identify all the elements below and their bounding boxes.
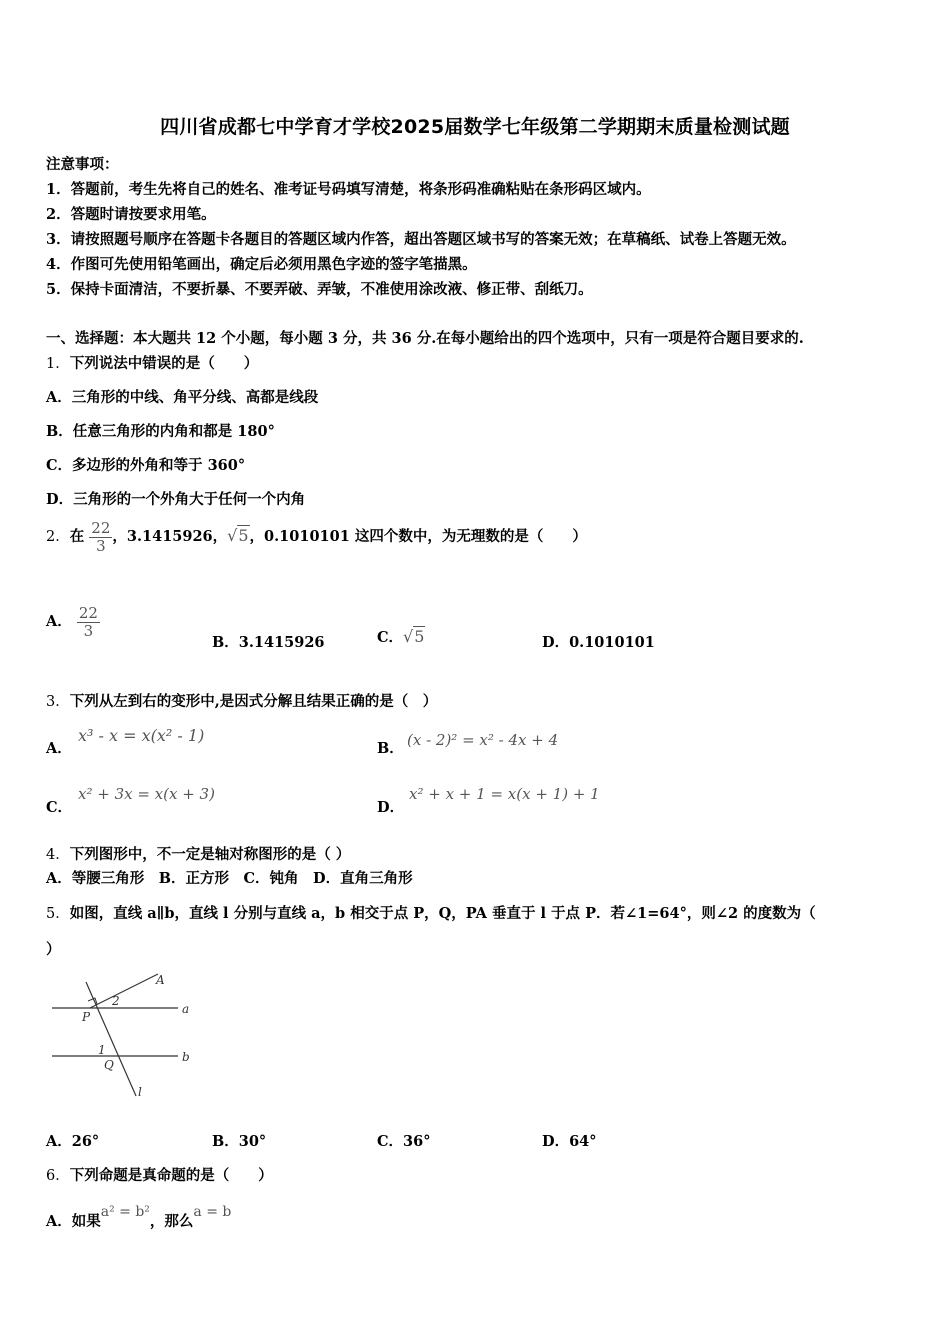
question-number: 6．: [46, 1168, 70, 1184]
q5-option-a: A．26°: [46, 1133, 100, 1150]
question-number: 3．: [46, 694, 70, 710]
q3-option-c-label: C．: [46, 799, 73, 816]
q1-option-d: D．三角形的一个外角大于任何一个内角: [46, 491, 306, 508]
page-title: 四川省成都七中学育才学校2025届数学七年级第二学期期末质量检测试题: [160, 116, 790, 138]
q3-option-d-expr: x² + x + 1 = x(x + 1) + 1: [409, 785, 600, 803]
label-P: P: [82, 1010, 91, 1024]
label-A: A: [156, 973, 165, 987]
question-5: [46, 902, 816, 923]
notice-item: 5．保持卡面清洁，不要折暴、不要弄破、弄皱，不准使用涂改液、修正带、刮纸刀。: [46, 281, 593, 298]
question-4: [46, 843, 350, 864]
question-number: 4．: [46, 847, 70, 863]
label-Q: Q: [104, 1058, 114, 1072]
q2-post: ，0.1010101 这四个数中，为无理数的是（ ）: [249, 528, 587, 545]
q1-option-b: B．任意三角形的内角和都是 180°: [46, 423, 275, 440]
question-1: [46, 352, 258, 373]
q2-pre: 在: [69, 528, 85, 545]
question-stem: 下列说法中错误的是（ ）: [69, 355, 259, 372]
question-3: [46, 690, 437, 711]
sqrt-5: √5: [227, 526, 249, 545]
label-a: a: [182, 1002, 190, 1016]
question-6: [46, 1164, 273, 1185]
q5-option-d: D．64°: [542, 1133, 597, 1150]
q3-option-b-expr: (x - 2)² = x² - 4x + 4: [407, 731, 559, 749]
q5-option-b: B．30°: [212, 1133, 267, 1150]
question-2: [46, 520, 587, 554]
ray-pa: [90, 974, 158, 1008]
notice-item: 1．答题前，考生先将自己的姓名、准考证号码填写清楚，将条形码准确粘贴在条形码区域内。: [46, 181, 651, 198]
q3-option-c-expr: x² + 3x = x(x + 3): [78, 785, 215, 803]
q3-option-a-label: A．: [46, 740, 72, 757]
question-stem: 下列从左到右的变形中,是因式分解且结果正确的是（ ）: [69, 693, 438, 710]
label-2: 2: [112, 994, 120, 1008]
question-number: 1．: [46, 356, 70, 372]
sqrt-5: √5: [403, 627, 425, 646]
parallel-lines-figure: [46, 968, 206, 1103]
q3-option-d-label: D．: [377, 799, 405, 816]
notice-item: 2．答题时请按要求用笔。: [46, 206, 216, 223]
question-number: 2．: [46, 529, 70, 545]
notice-heading: 注意事项：: [46, 156, 119, 173]
q3-option-a-expr: x³ - x = x(x² - 1): [78, 726, 205, 745]
question-5-continued: ）: [46, 941, 61, 958]
q2-option-b: B．3.1415926: [212, 634, 325, 651]
label-l: l: [138, 1085, 142, 1099]
notice-item: 4．作图可先使用铅笔画出，确定后必须用黑色字迹的签字笔描黑。: [46, 256, 477, 273]
q6-option-a: A．如果a² = b²，那么a = b: [46, 1204, 232, 1230]
q1-option-c: C．多边形的外角和等于 360°: [46, 457, 246, 474]
question-stem: 下列图形中，不一定是轴对称图形的是（ ）: [69, 846, 351, 863]
q2-option-d: D．0.1010101: [542, 634, 655, 651]
fraction-22-3: $\frac{22}{3}$: [91, 519, 111, 555]
q2-option-a: A． $\frac{22}{3}$: [46, 604, 98, 640]
label-1: 1: [98, 1043, 106, 1057]
section-heading: 一、选择题：本大题共 12 个小题，每小题 3 分，共 36 分.在每小题给出的四个选项中，只有一项是符合题目要求的.: [46, 330, 804, 347]
q2-option-c: C．√5: [377, 627, 425, 646]
fraction-22-3: $\frac{22}{3}$: [78, 604, 98, 640]
q1-option-a: A．三角形的中线、角平分线、高都是线段: [46, 389, 319, 406]
label-b: b: [182, 1050, 190, 1064]
q6-expr-2: a = b: [193, 1204, 232, 1220]
question-number: 5．: [46, 906, 70, 922]
question-stem: 如图，直线 a∥b，直线 l 分别与直线 a，b 相交于点 P，Q，PA 垂直于 l 于点 P．若∠1=64°，则∠2 的度数为（: [69, 905, 816, 922]
q3-option-b-label: B．: [377, 740, 404, 757]
q5-option-c: C．36°: [377, 1133, 431, 1150]
q6-expr-1: a² = b²: [100, 1204, 150, 1220]
notice-item: 3．请按照题号顺序在答题卡各题目的答题区域内作答，超出答题区域书写的答案无效；在草稿纸、试卷上答题无效。: [46, 231, 796, 248]
q4-options: A．等腰三角形 B．正方形 C．钝角 D．直角三角形: [46, 870, 413, 887]
question-stem: 下列命题是真命题的是（ ）: [69, 1167, 273, 1184]
q2-mid: ，3.1415926，: [112, 528, 228, 545]
